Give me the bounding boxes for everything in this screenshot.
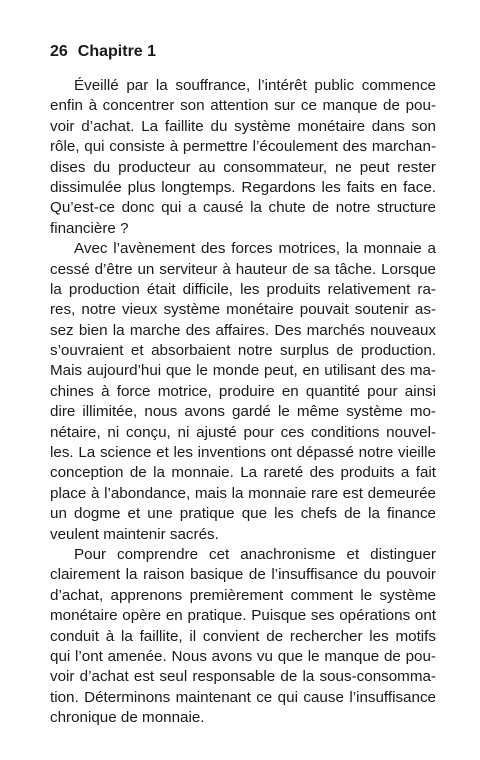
text-line: Qu’est-ce donc qui a causé la chute de notre structure: [50, 199, 436, 217]
text-line: res, notre vieux système monétaire pouvait soutenir as-: [50, 301, 436, 319]
text-line: rôle, qui consiste à permettre l’écoulement des marchan-: [50, 138, 436, 156]
text-line: monétaire opère en pratique. Puisque ses opérations ont: [50, 607, 436, 625]
text-line: voir d’achat. La faillite du système monétaire dans son: [50, 117, 436, 135]
paragraph: [50, 545, 436, 729]
text-line: Éveillé par la souffrance, l’intérêt public commence: [74, 77, 436, 94]
text-line: Avec l’avènement des forces motrices, la monnaie a: [74, 240, 436, 258]
text-line: chines à force motrice, produire en quantité pour ainsi: [50, 382, 436, 400]
text-line: sez bien la marche des affaires. Des marchés nouveaux: [50, 321, 436, 339]
text-line: un dogme et une pratique que les chefs de la finance: [50, 505, 436, 523]
body-text: [50, 76, 436, 729]
paragraph: [50, 76, 436, 239]
text-line: tion. Déterminons maintenant ce qui cause l’insuffisance: [50, 688, 436, 706]
text-line: Pour comprendre cet anachronisme et distinguer: [74, 545, 436, 563]
text-line: dissimulée plus longtemps. Regardons les faits en face.: [50, 178, 436, 196]
page-number: 26: [50, 43, 68, 60]
text-line: Mais aujourd’hui que le monde peut, en utilisant des ma-: [50, 362, 436, 380]
running-head: [50, 42, 156, 62]
text-line: conception de la monnaie. La rareté des produits a fait: [50, 464, 436, 482]
text-line: financière ?: [50, 219, 129, 237]
text-line: les. La science et les inventions ont dépassé notre vieille: [50, 444, 436, 462]
text-line: enfin à concentrer son attention sur ce manque de pou-: [50, 97, 436, 115]
text-line: d’achat, apprenons premièrement comment le système: [50, 586, 436, 604]
text-line: la production était difficile, les produits relativement ra-: [50, 280, 436, 298]
text-line: chronique de monnaie.: [50, 709, 205, 727]
text-line: nétaire, ni conçu, ni ajusté pour ces conditions nouvel-: [50, 423, 436, 441]
text-line: dises du producteur au consommateur, ne peut rester: [50, 158, 436, 176]
text-line: veulent maintenir sacrés.: [50, 525, 219, 543]
text-line: clairement la raison basique de l’insuffisance du pouvoir: [50, 566, 436, 584]
text-line: qui l’ont amenée. Nous avons vu que le manque de pou-: [50, 647, 436, 665]
text-line: conduit à la faillite, il convient de rechercher les motifs: [50, 627, 436, 645]
chapter-title: Chapitre 1: [77, 43, 157, 60]
text-line: voir d’achat est seul responsable de la sous-consomma-: [50, 668, 436, 686]
text-line: place à l’abondance, mais la monnaie rare est demeurée: [50, 484, 436, 502]
text-line: s’ouvraient et absorbaient notre surplus de production.: [50, 342, 436, 360]
paragraph: [50, 239, 436, 545]
text-line: dire illimitée, nous avons gardé le même système mo-: [50, 403, 436, 421]
text-line: cessé d’être un serviteur à hauteur de sa tâche. Lorsque: [50, 260, 436, 278]
